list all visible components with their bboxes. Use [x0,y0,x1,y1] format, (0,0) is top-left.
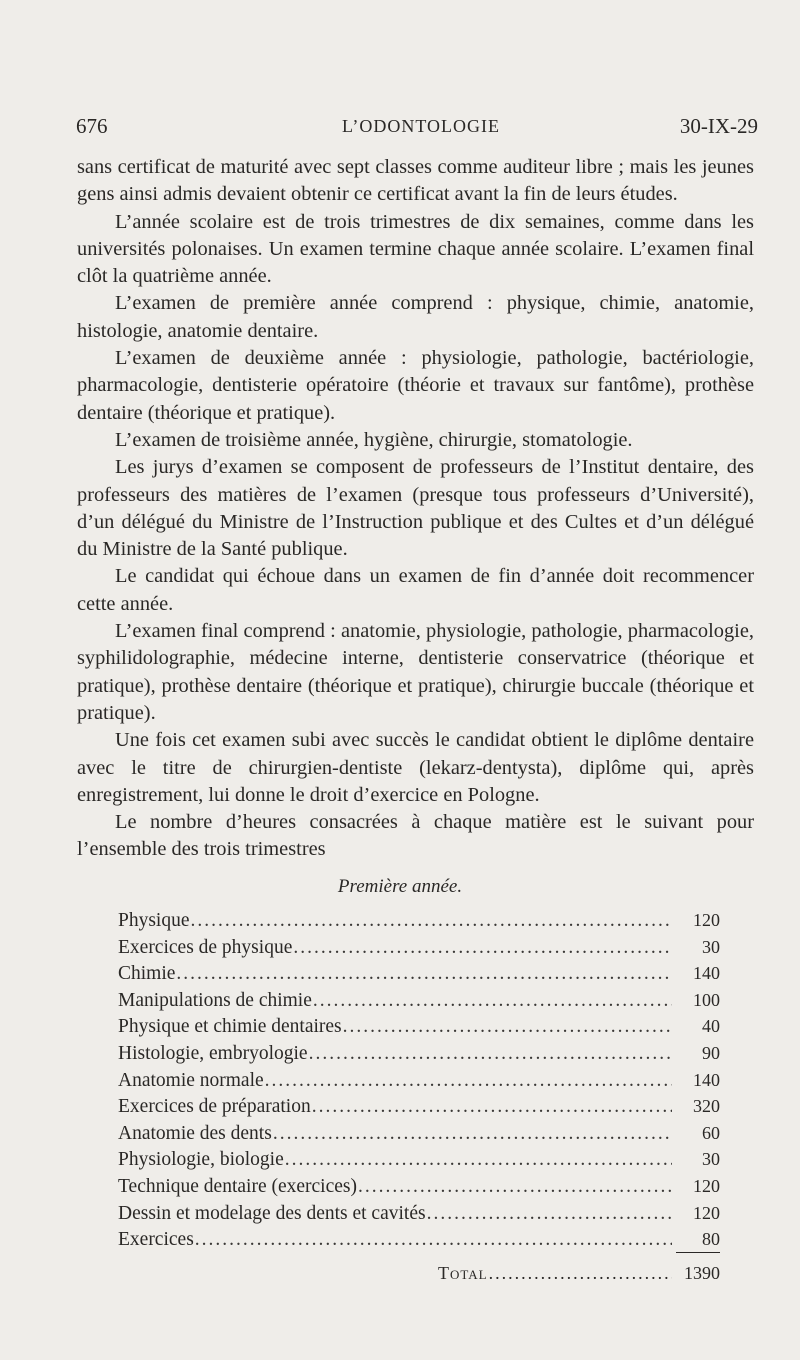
subject-label: Histologie, embryologie [118,1042,308,1064]
table-row [118,1120,720,1147]
hours-value: 140 [693,963,720,984]
dot-leader [312,1094,672,1121]
hours-table [118,907,720,1253]
table-row [118,1040,720,1067]
paragraph: L’examen final comprend : anatomie, physiologie, pathologie, pharmacologie, syphilidolographie, médecine interne, dentisterie conservatrice (théorique et pratique), prothèse dentaire (théorique et pratique), chirurgie buccale (théorique et pratique). [77,620,754,724]
hours-value: 120 [693,1175,720,1196]
hours-value: 100 [693,989,720,1010]
dot-leader [489,1260,672,1286]
subject-label: Chimie [118,963,176,985]
dot-leader [265,1068,672,1095]
paragraph: L’examen de première année comprend : physique, chimie, anatomie, histologie, anatomie dentaire. [77,292,754,342]
dot-leader [343,1014,672,1041]
paragraph: L’examen de deuxième année : physiologie, pathologie, bactériologie, pharmacologie, dentisterie opératoire (théorie et travaux sur fantôme), prothèse dentaire (théorique et pratique). [77,347,754,424]
table-row [118,907,720,934]
total-row [438,1260,720,1286]
total-rule [676,1252,720,1253]
table-row [118,1173,720,1200]
subject-label: Dessin et modelage des dents et cavités [118,1202,426,1224]
hours-value: 30 [702,936,720,957]
dot-leader [358,1174,672,1201]
hours-value: 30 [702,1149,720,1170]
hours-value: 90 [702,1042,720,1063]
subject-label: Physique et chimie dentaires [118,1016,342,1038]
paragraph: Le candidat qui échoue dans un examen de fin d’année doit recommencer cette année. [77,565,754,615]
table-row [118,934,720,961]
dot-leader [309,1041,672,1068]
table-row [118,1146,720,1173]
table-row [118,960,720,987]
dot-leader [285,1147,672,1174]
total-value: 1390 [684,1263,720,1283]
subject-label: Exercices de préparation [118,1096,311,1118]
paragraph: Le nombre d’heures consacrées à chaque matière est le suivant pour l’ensemble des trois trimestres [77,811,754,861]
subject-label: Anatomie normale [118,1069,264,1091]
dot-leader [191,908,672,935]
dot-leader [176,961,672,988]
hours-value: 320 [693,1096,720,1117]
hours-value: 60 [702,1122,720,1143]
subject-label: Physique [118,910,190,931]
page-header [76,114,766,144]
issue-date: 30-IX-29 [679,114,758,138]
running-title: L’ODONTOLOGIE [342,116,500,136]
paragraph: sans certificat de maturité avec sept classes comme auditeur libre ; mais les jeunes gens ainsi admis devaient obtenir ce certificat avant la fin de leurs études. [77,156,754,206]
dot-leader [313,988,672,1015]
table-row [118,987,720,1014]
dot-leader [273,1121,672,1148]
table-title: Première année. [337,876,463,897]
subject-label: Technique dentaire (exercices) [118,1175,357,1197]
table-row [118,1067,720,1094]
hours-value: 140 [693,1069,720,1090]
subject-label: Exercices de physique [118,936,293,958]
paragraph: Une fois cet examen subi avec succès le candidat obtient le diplôme dentaire avec le titre de chirurgien-dentiste (lekarz-dentysta), diplôme qui, après enregistrement, lui donne le droit d’exercice en Pologne. [77,729,754,806]
paragraph: L’année scolaire est de trois trimestres de dix semaines, comme dans les universités polonaises. Un examen termine chaque année scolaire. L’examen final clôt la quatrième année. [77,210,754,288]
hours-value: 120 [693,910,720,930]
table-row [118,1226,720,1253]
table-row [118,1093,720,1120]
paragraph: Les jurys d’examen se composent de professeurs de l’Institut dentaire, des professeurs des matières de l’examen (presque tous professeurs d’Université), d’un délégué du Ministre de l’Instruction publique et des Cultes et d’un délégué du Ministre de la Santé publique. [77,456,754,561]
dot-leader [195,1227,672,1254]
hours-value: 120 [693,1202,720,1223]
total-label: Total [438,1263,488,1283]
paragraph: L’examen de troisième année, hygiène, chirurgie, stomatologie. [115,428,633,451]
page-number: 676 [76,114,108,138]
subject-label: Manipulations de chimie [118,989,312,1011]
dot-leader [293,935,672,962]
dot-leader [427,1201,672,1228]
table-row [118,1200,720,1227]
subject-label: Physiologie, biologie [118,1149,284,1171]
table-row [118,1013,720,1040]
subject-label: Exercices [118,1229,194,1251]
hours-value: 40 [702,1016,720,1037]
hours-value: 80 [702,1229,720,1250]
body-text [77,154,754,864]
subject-label: Anatomie des dents [118,1122,272,1144]
